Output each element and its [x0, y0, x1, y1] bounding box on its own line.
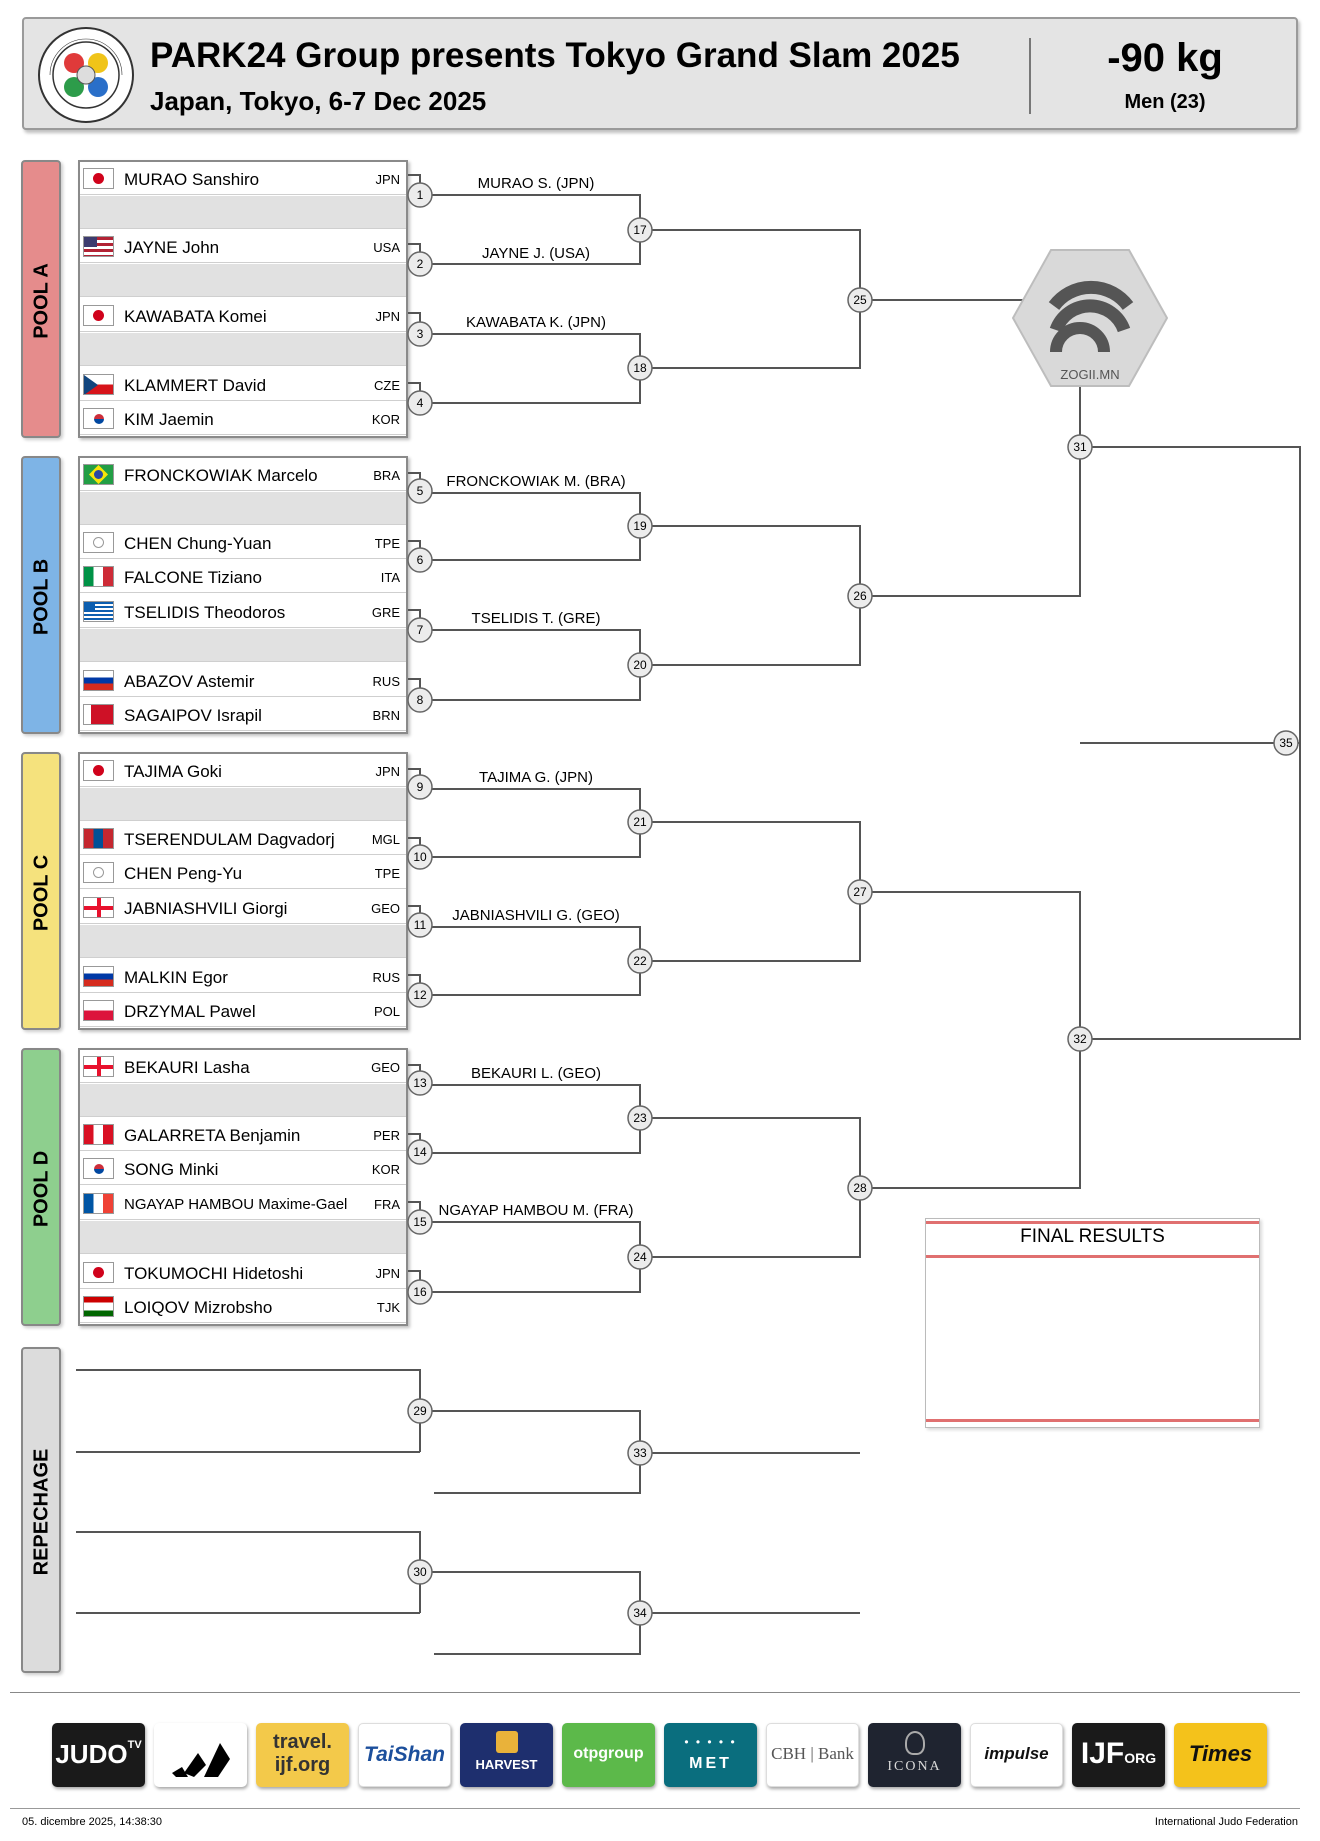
contest-number: 34	[633, 1606, 647, 1620]
athlete-country: TPE	[374, 536, 400, 551]
contest-number: 30	[413, 1565, 427, 1579]
athlete-name: FRONCKOWIAK Marcelo	[124, 466, 318, 485]
athlete-name: SAGAIPOV Israpil	[124, 706, 262, 725]
winner-label: FRONCKOWIAK M. (BRA)	[446, 473, 626, 490]
athlete-country: MGL	[371, 832, 400, 847]
sponsor-impulse[interactable]	[970, 1723, 1063, 1787]
athlete-country: JPN	[375, 309, 400, 324]
contest-number: 9	[416, 780, 424, 794]
contest-number: 14	[413, 1145, 427, 1159]
contest-16[interactable]	[408, 1280, 432, 1304]
pool-a-label: POOL A	[30, 263, 53, 339]
contest-34[interactable]	[628, 1601, 652, 1625]
athlete-name: TOKUMOCHI Hidetoshi	[124, 1264, 304, 1283]
athlete-country: RUS	[372, 970, 400, 985]
contest-35[interactable]	[1274, 731, 1298, 755]
contest-number: 24	[633, 1250, 647, 1264]
sponsor-harvest[interactable]	[460, 1723, 553, 1787]
sponsor-text: HARVEST	[475, 1757, 538, 1772]
contest-25[interactable]	[848, 288, 872, 312]
final-results-box	[925, 1218, 1260, 1428]
sponsor-text: ICONA	[887, 1759, 942, 1774]
contest-33[interactable]	[628, 1441, 652, 1465]
sponsor-cbh-bank[interactable]	[766, 1723, 859, 1787]
repechage-label: REPECHAGE	[30, 1448, 53, 1576]
athlete-country: JPN	[375, 1266, 400, 1281]
sponsor-otpgroup[interactable]	[562, 1723, 655, 1787]
athlete-name: TSELIDIS Theodoros	[124, 603, 286, 622]
winner-label: KAWABATA K. (JPN)	[465, 314, 607, 331]
sponsor-adidas[interactable]	[154, 1723, 247, 1787]
contest-number: 15	[413, 1215, 427, 1229]
contest-19[interactable]	[628, 514, 652, 538]
pool-b-label: POOL B	[30, 558, 53, 636]
contest-number: 8	[416, 693, 424, 707]
contest-number: 2	[416, 257, 424, 271]
athlete-country: POL	[373, 1004, 400, 1019]
contest-number: 18	[633, 361, 647, 375]
sponsor-ijf-org[interactable]	[1072, 1723, 1165, 1787]
contest-number: 3	[416, 327, 424, 341]
footer-bottom-rule	[10, 1808, 1300, 1809]
athlete-name: NGAYAP HAMBOU Maxime-Gael	[124, 1196, 348, 1213]
athlete-country: ITA	[380, 570, 400, 585]
athlete-country: GRE	[371, 605, 400, 620]
athlete-name: CHEN Peng-Yu	[124, 864, 243, 883]
contest-number: 10	[413, 850, 427, 864]
contest-number: 19	[633, 519, 647, 533]
contest-31[interactable]	[1068, 435, 1092, 459]
contest-14[interactable]	[408, 1140, 432, 1164]
contest-number: 31	[1073, 440, 1087, 454]
contest-29[interactable]	[408, 1399, 432, 1423]
athlete-country: BRA	[373, 468, 400, 483]
contest-3[interactable]	[408, 322, 432, 346]
athlete-country: KOR	[371, 412, 400, 427]
athlete-name: TSERENDULAM Dagvadorj	[124, 830, 335, 849]
sponsor-text: $JUDO^{TV}$	[55, 1739, 142, 1769]
athlete-country: TJK	[376, 1300, 400, 1315]
contest-2[interactable]	[408, 252, 432, 276]
contest-number: 22	[633, 954, 647, 968]
contest-number: 16	[413, 1285, 427, 1299]
footer-org: International Judo Federation	[1154, 1816, 1298, 1828]
contest-21[interactable]	[628, 810, 652, 834]
athlete-name: MALKIN Egor	[124, 968, 228, 987]
contest-number: 29	[413, 1404, 427, 1418]
contest-10[interactable]	[408, 845, 432, 869]
gender-count: Men (23)	[1124, 91, 1206, 113]
athlete-country: FRA	[374, 1197, 400, 1212]
contest-number: 32	[1073, 1032, 1087, 1046]
contest-11[interactable]	[408, 913, 432, 937]
contest-20[interactable]	[628, 653, 652, 677]
contest-9[interactable]	[408, 775, 432, 799]
athlete-name: GALARRETA Benjamin	[124, 1126, 301, 1145]
athlete-name: DRZYMAL Pawel	[124, 1002, 256, 1021]
athlete-name: TAJIMA Goki	[124, 762, 222, 781]
event-title: PARK24 Group presents Tokyo Grand Slam 2025	[150, 36, 960, 75]
sponsor-times[interactable]	[1174, 1723, 1267, 1787]
winner-label: TSELIDIS T. (GRE)	[471, 610, 601, 627]
contest-27[interactable]	[848, 880, 872, 904]
winner-label: JAYNE J. (USA)	[481, 245, 591, 262]
contest-8[interactable]	[408, 688, 432, 712]
winner-label: MURAO S. (JPN)	[477, 175, 595, 192]
pool-d-label: POOL D	[30, 1150, 53, 1228]
athlete-name: MURAO Sanshiro	[124, 170, 260, 189]
sponsor-met[interactable]	[664, 1723, 757, 1787]
zogii-watermark-icon	[1012, 248, 1168, 388]
watermark-text: ZOGII.MN	[1060, 367, 1120, 382]
contest-number: 28	[853, 1181, 867, 1195]
contest-number: 1	[416, 188, 424, 202]
contest-number: 27	[853, 885, 867, 899]
contest-number: 33	[633, 1446, 647, 1460]
athlete-country: PER	[373, 1128, 400, 1143]
athlete-country: GEO	[371, 1060, 400, 1075]
sponsor-travel-ijf[interactable]	[256, 1723, 349, 1787]
athlete-name: LOIQOV Mizrobsho	[124, 1298, 273, 1317]
athlete-name: JAYNE John	[124, 238, 220, 257]
sponsor-text: travel.	[273, 1731, 332, 1753]
athlete-name: ABAZOV Astemir	[124, 672, 255, 691]
contest-26[interactable]	[848, 584, 872, 608]
footer-divider	[10, 1692, 1300, 1693]
contest-number: 4	[416, 396, 424, 410]
final-results-title: FINAL RESULTS	[1020, 1226, 1165, 1247]
sponsor-text: otpgroup	[573, 1745, 644, 1762]
athlete-country: CZE	[374, 378, 400, 393]
contest-number: 23	[633, 1111, 647, 1125]
athlete-country: JPN	[375, 172, 400, 187]
athlete-name: KIM Jaemin	[124, 410, 214, 429]
harvest-logo-icon	[496, 1731, 518, 1753]
final-results-top-rule	[926, 1221, 1259, 1224]
athlete-name: CHEN Chung-Yuan	[124, 534, 272, 553]
athlete-name: KAWABATA Komei	[124, 307, 267, 326]
athlete-country: KOR	[371, 1162, 400, 1177]
contest-6[interactable]	[408, 548, 432, 572]
contest-5[interactable]	[408, 479, 432, 503]
contest-number: 5	[416, 484, 424, 498]
contest-number: 25	[853, 293, 867, 307]
contest-30[interactable]	[408, 1560, 432, 1584]
contest-number: 17	[633, 223, 647, 237]
final-results-bottom-rule	[926, 1419, 1259, 1422]
athlete-country: BRN	[372, 708, 400, 723]
athlete-name: SONG Minki	[124, 1160, 219, 1179]
sponsor-text: Times	[1188, 1741, 1253, 1766]
sponsor-text: impulse	[984, 1744, 1049, 1763]
athlete-name: FALCONE Tiziano	[124, 568, 262, 587]
pool-c-label: POOL C	[30, 854, 53, 932]
winner-label: TAJIMA G. (JPN)	[479, 769, 593, 786]
contest-7[interactable]	[408, 618, 432, 642]
athlete-country: TPE	[374, 866, 400, 881]
athlete-country: RUS	[372, 674, 400, 689]
athlete-name: BEKAURI Lasha	[124, 1058, 250, 1077]
icona-logo-icon	[905, 1731, 925, 1755]
contest-number: 35	[1279, 736, 1293, 750]
contest-24[interactable]	[628, 1245, 652, 1269]
adidas-logo-icon	[154, 1723, 247, 1787]
sponsor-taishan[interactable]	[358, 1723, 451, 1787]
athlete-country: USA	[373, 240, 400, 255]
contest-number: 20	[633, 658, 647, 672]
contest-15[interactable]	[408, 1210, 432, 1234]
weight-category: -90 kg	[1107, 36, 1223, 80]
sponsor-judotv[interactable]	[52, 1723, 145, 1787]
contest-number: 21	[633, 815, 647, 829]
athlete-name: KLAMMERT David	[124, 376, 267, 395]
contest-1[interactable]	[408, 183, 432, 207]
contest-number: 6	[416, 553, 424, 567]
sponsor-icona[interactable]	[868, 1723, 961, 1787]
contest-28[interactable]	[848, 1176, 872, 1200]
contest-17[interactable]	[628, 218, 652, 242]
event-location-date: Japan, Tokyo, 6-7 Dec 2025	[150, 86, 487, 116]
contest-4[interactable]	[408, 391, 432, 415]
athlete-name: JABNIASHVILI Giorgi	[124, 899, 288, 918]
contest-number: 26	[853, 589, 867, 603]
contest-22[interactable]	[628, 949, 652, 973]
athlete-country: GEO	[371, 901, 400, 916]
winner-label: JABNIASHVILI G. (GEO)	[452, 907, 620, 924]
contest-number: 7	[416, 623, 424, 637]
contest-13[interactable]	[408, 1071, 432, 1095]
contest-12[interactable]	[408, 983, 432, 1007]
sponsor-text: CBH | Bank	[771, 1744, 854, 1763]
contest-number: 11	[413, 918, 427, 932]
contest-23[interactable]	[628, 1106, 652, 1130]
final-results-header-rule	[926, 1255, 1259, 1258]
print-timestamp: 05. dicembre 2025, 14:38:30	[22, 1816, 163, 1828]
sponsor-text: MET	[689, 1755, 732, 1772]
sponsor-text: TaiShan	[364, 1743, 445, 1766]
athlete-country: JPN	[375, 764, 400, 779]
sponsor-subtext: ijf.org	[274, 1754, 331, 1776]
contest-18[interactable]	[628, 356, 652, 380]
contest-number: 13	[413, 1076, 427, 1090]
winner-label: BEKAURI L. (GEO)	[470, 1065, 602, 1082]
contest-number: 12	[413, 988, 427, 1002]
contest-32[interactable]	[1068, 1027, 1092, 1051]
winner-label: NGAYAP HAMBOU M. (FRA)	[438, 1202, 634, 1219]
met-dots-icon: • • • • •	[684, 1735, 737, 1749]
sponsor-text: IJFORG	[1080, 1737, 1157, 1770]
